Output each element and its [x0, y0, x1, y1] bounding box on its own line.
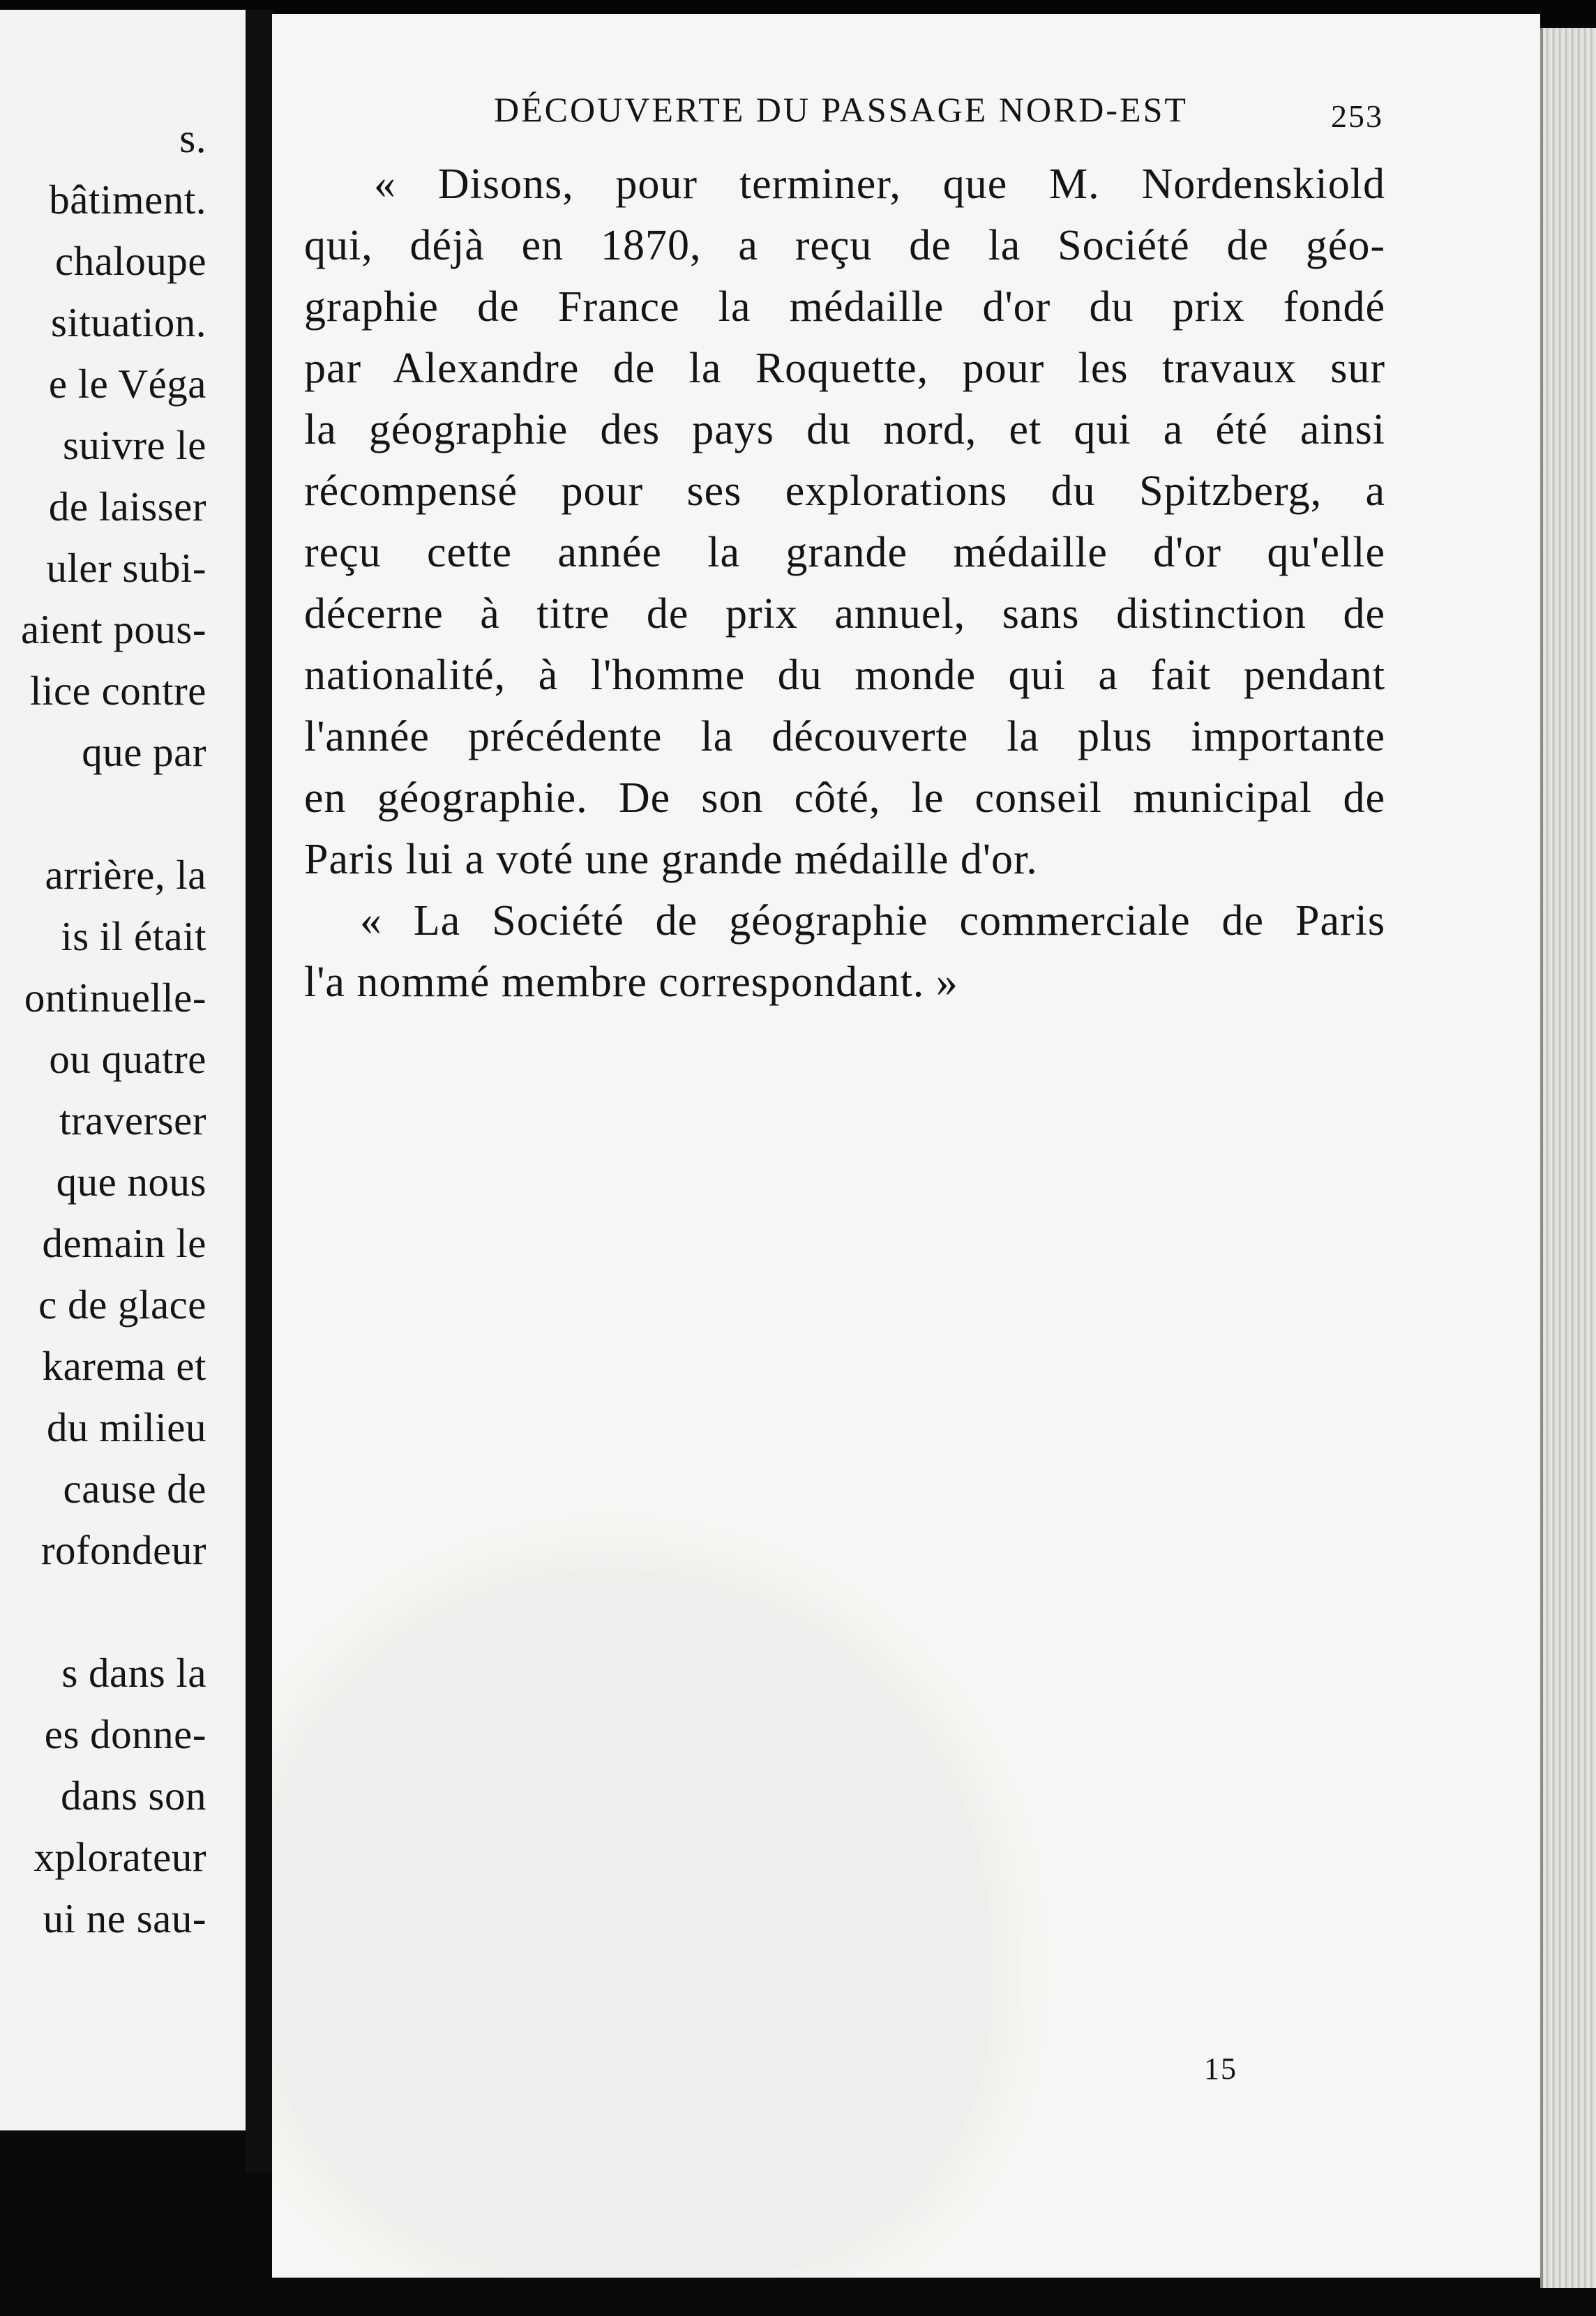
left-page-line: karema et: [42, 1343, 206, 1389]
left-page-line: uler subi-: [46, 545, 206, 591]
left-page-line: que nous: [56, 1159, 206, 1205]
left-page-line: demain le: [42, 1220, 206, 1266]
left-page-line: arrière, la: [45, 852, 206, 898]
left-page-line: s.: [179, 115, 206, 161]
left-page-line: is il était: [61, 913, 206, 959]
left-page-line: [0, 783, 206, 844]
text-line: la géographie des pays du nord, et qui a été ainsi: [304, 406, 1385, 453]
left-page-line: [0, 1581, 206, 1642]
left-page-text: [0, 107, 206, 1949]
book-gutter: [246, 10, 273, 2172]
text-line: par Alexandre de la Roquette, pour les travaux sur: [304, 345, 1385, 392]
left-page-line: lice contre: [30, 668, 206, 714]
running-title: DÉCOUVERTE DU PASSAGE NORD-EST: [494, 90, 1188, 129]
text-line: Paris lui a voté une grande médaille d'or.: [304, 836, 1038, 883]
text-line: l'année précédente la découverte la plus importante: [304, 713, 1385, 760]
text-line: graphie de France la médaille d'or du prix fondé: [304, 283, 1385, 331]
left-page-line: chaloupe: [55, 238, 206, 284]
left-page-line: s dans la: [61, 1650, 206, 1696]
left-page-line: xplorateur: [33, 1834, 206, 1880]
left-page-line: suivre le: [62, 422, 206, 468]
left-page: [0, 10, 246, 2130]
text-line: « La Société de géographie commerciale de Paris: [360, 897, 1385, 945]
left-page-line: que par: [82, 729, 206, 775]
text-line: nationalité, à l'homme du monde qui a fait pendant: [304, 652, 1385, 699]
left-page-line: du milieu: [46, 1404, 206, 1450]
text-line: en géographie. De son côté, le conseil municipal de: [304, 774, 1385, 822]
left-page-line: bâtiment.: [49, 176, 206, 223]
text-line: reçu cette année la grande médaille d'or qu'elle: [304, 529, 1385, 576]
page-edges: [1540, 28, 1596, 2288]
left-page-line: dans son: [61, 1773, 206, 1819]
left-page-line: situation.: [51, 299, 206, 345]
left-page-line: aient pous-: [20, 606, 206, 652]
left-page-line: e le Véga: [48, 361, 206, 407]
signature-mark: 15: [1204, 2052, 1237, 2086]
water-stain: [272, 1570, 991, 2278]
text-line: qui, déjà en 1870, a reçu de la Société de géo-: [304, 222, 1385, 269]
left-page-line: rofondeur: [40, 1527, 206, 1573]
text-line: « Disons, pour terminer, que M. Nordenskiold: [374, 160, 1385, 208]
running-head: [272, 89, 1540, 138]
text-line: décerne à titre de prix annuel, sans distinction de: [304, 590, 1385, 638]
left-page-line: c de glace: [38, 1281, 206, 1328]
left-page-line: ui ne sau-: [43, 1895, 206, 1941]
text-line: l'a nommé membre correspondant. »: [304, 958, 958, 1006]
left-page-line: ontinuelle-: [24, 975, 206, 1021]
text-line: récompensé pour ses explorations du Spitzberg, a: [304, 467, 1385, 515]
left-page-line: es donne-: [44, 1711, 206, 1757]
left-page-line: traverser: [59, 1097, 206, 1143]
left-page-line: de laisser: [48, 483, 206, 529]
left-page-line: cause de: [63, 1466, 206, 1512]
right-page: [272, 14, 1540, 2278]
left-page-line: ou quatre: [49, 1036, 206, 1082]
body-text: [304, 153, 1385, 1013]
page-number: 253: [1331, 98, 1383, 134]
